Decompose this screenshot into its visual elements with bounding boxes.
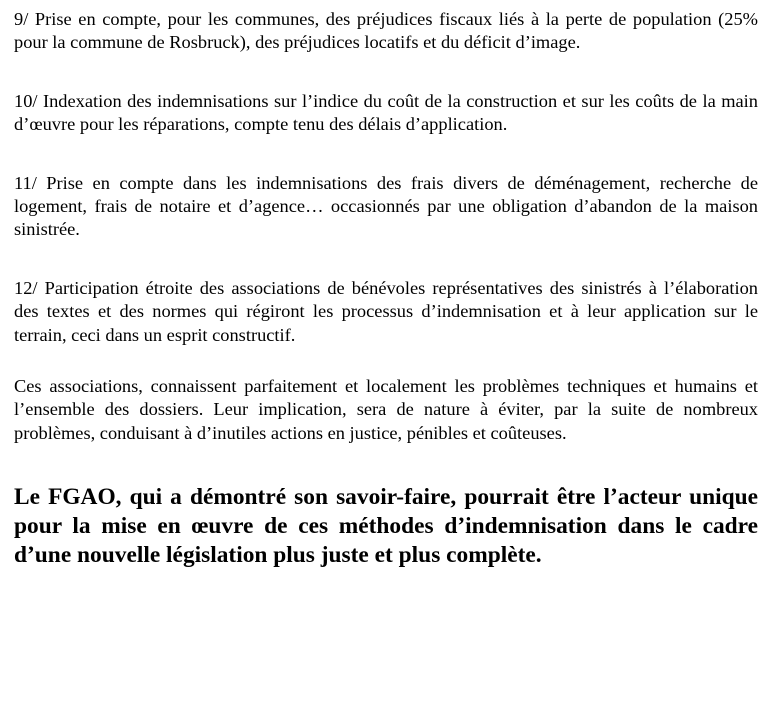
conclusion-paragraph: Le FGAO, qui a démontré son savoir-faire, pourrait être l’acteur unique pour la mise en œuvre de ces méthodes d’indemnisation dans le cadre d’une nouvelle législation plus juste et plus complète. <box>14 484 758 569</box>
spacer <box>14 445 758 483</box>
spacer <box>14 55 758 90</box>
item-9-paragraph: 9/ Prise en compte, pour les communes, des préjudices fiscaux liés à la perte de population (25% pour la commune de Rosbruck), des préjudices locatifs et du déficit d’image. <box>14 9 758 53</box>
associations-paragraph: Ces associations, connaissent parfaitement et localement les problèmes techniques et humains et l’ensemble des dossiers. Leur implication, sera de nature à éviter, par la suite de nombreux problèmes, conduisant à d’inutiles actions en justice, pénibles et coûteuses. <box>14 376 758 443</box>
spacer <box>14 347 758 375</box>
spacer <box>14 137 758 172</box>
spacer <box>14 242 758 277</box>
item-12-paragraph: 12/ Participation étroite des associations de bénévoles représentatives des sinistrés à l’élaboration des textes et des normes qui régiront les processus d’indemnisation et à leur application sur le terrain, ceci dans un esprit constructif. <box>14 277 758 345</box>
document-page <box>14 8 758 570</box>
item-10-paragraph: 10/ Indexation des indemnisations sur l’indice du coût de la construction et sur les coûts de la main d’œuvre pour les réparations, compte tenu des délais d’application. <box>14 90 758 135</box>
item-11-paragraph: 11/ Prise en compte dans les indemnisations des frais divers de déménagement, recherche de logement, frais de notaire et d’agence… occasionnés par une obligation d’abandon de la maison sinistrée. <box>14 172 758 240</box>
